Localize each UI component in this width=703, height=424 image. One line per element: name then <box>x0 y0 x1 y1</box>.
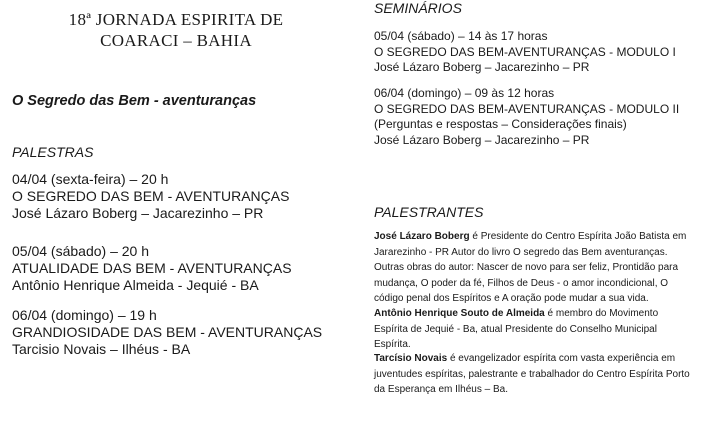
seminar-datetime: 06/04 (domingo) – 09 às 12 horas <box>374 86 555 100</box>
talk-item <box>12 307 322 358</box>
talk-item <box>12 171 289 222</box>
speaker-bio <box>374 229 692 307</box>
talk-datetime: 05/04 (sábado) – 20 h <box>12 243 149 259</box>
seminar-speaker: José Lázaro Boberg – Jacarezinho – PR <box>374 132 590 147</box>
title-line-1: 18ª JORNADA ESPIRITA DE <box>68 10 284 29</box>
speaker-name: José Lázaro Boberg <box>374 231 470 242</box>
seminar-note: (Perguntas e respostas – Considerações finais) <box>374 117 627 131</box>
seminar-title: O SEGREDO DAS BEM-AVENTURANÇAS - MODULO II <box>374 101 680 116</box>
talk-speaker: José Lázaro Boberg – Jacarezinho – PR <box>12 205 264 221</box>
palestrantes-heading: PALESTRANTES <box>374 204 484 220</box>
talk-speaker: Tarcisio Novais – Ilhéus - BA <box>12 341 191 357</box>
title-line-2: COARACI – BAHIA <box>100 31 252 50</box>
seminar-datetime: 05/04 (sábado) – 14 às 17 horas <box>374 29 548 43</box>
talk-speaker: Antônio Henrique Almeida - Jequié - BA <box>12 277 259 293</box>
talk-item <box>12 243 292 294</box>
page-title <box>0 9 352 51</box>
speaker-bio <box>374 306 692 353</box>
speaker-bio-text: é evangelizador espírita com vasta experiência em juventudes espíritas, palestrante e trabalhador do Centro Espírita Porto da Esperança em Ilhéus – Ba. <box>374 353 690 395</box>
palestras-heading: PALESTRAS <box>12 144 94 160</box>
speaker-name: Tarcísio Novais <box>374 353 448 364</box>
speaker-name: Antônio Henrique Souto de Almeida <box>374 308 545 319</box>
seminar-speaker: José Lázaro Boberg – Jacarezinho – PR <box>374 60 590 74</box>
seminarios-heading: SEMINÁRIOS <box>374 0 462 16</box>
seminar-item <box>374 29 676 76</box>
seminar-title: O SEGREDO DAS BEM-AVENTURANÇAS - MODULO I <box>374 44 676 59</box>
talk-datetime: 06/04 (domingo) – 19 h <box>12 307 157 323</box>
theme-subtitle: O Segredo das Bem - aventuranças <box>12 93 257 109</box>
seminar-item <box>374 86 679 148</box>
talk-title: O SEGREDO DAS BEM - AVENTURANÇAS <box>12 188 290 204</box>
talk-title: ATUALIDADE DAS BEM - AVENTURANÇAS <box>12 260 292 276</box>
talk-title: GRANDIOSIDADE DAS BEM - AVENTURANÇAS <box>12 324 323 340</box>
talk-datetime: 04/04 (sexta-feira) – 20 h <box>12 171 169 187</box>
speaker-bio-text: é Presidente do Centro Espírita João Batista em Jararezinho - PR Autor do livro O segredo das Bem aventuranças. Outras obras do autor: Nascer de novo para ser feliz, Prontidão para mudança, O poder da fé, Filhos de Deus - o amor incondicional, O código penal dos Espíritos e A oração pode mudar a sua vida. <box>374 231 687 304</box>
speaker-bio <box>374 351 692 398</box>
speaker-bio-text: é membro do Movimento Espírita de Jequié - Ba, atual Presidente do Conselho Municipal Espírita. <box>374 308 659 350</box>
